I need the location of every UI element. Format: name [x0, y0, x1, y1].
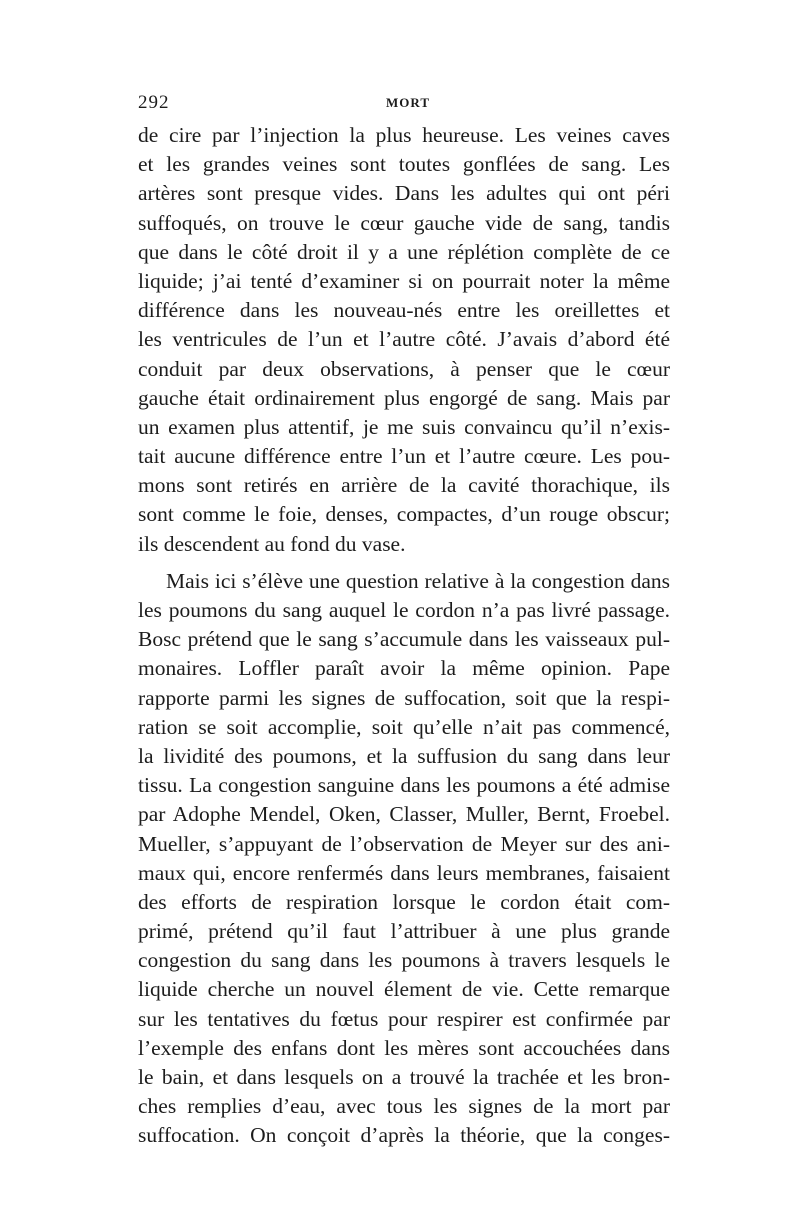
text-line: ration se soit accomplie, soit qu’elle n’ait pas commencé,: [138, 714, 670, 739]
text-line: primé, prétend qu’il faut l’attribuer à une plus grande: [138, 919, 670, 944]
text-line: maux qui, encore renfermés dans leurs membranes, faisaient: [138, 860, 670, 885]
text-line: liquide; j’ai tenté d’examiner si on pourrait noter la même: [138, 268, 670, 293]
text-line: par Adophe Mendel, Oken, Classer, Muller, Bernt, Froebel.: [138, 802, 670, 827]
page-number: 292: [138, 92, 170, 113]
text-line: ches remplies d’eau, avec tous les signes de la mort par: [138, 1094, 670, 1119]
text-line: Mais ici s’élève une question relative à la congestion dans: [166, 568, 670, 593]
text-line: conduit par deux observations, à penser que le cœur: [138, 356, 670, 381]
text-line: le bain, et dans lesquels on a trouvé la trachée et les bron-: [138, 1065, 670, 1089]
text-line: congestion du sang dans les poumons à travers lesquels le: [138, 948, 670, 973]
text-line: suffocation. On conçoit d’après la théorie, que la conges-: [138, 1123, 670, 1148]
text-line: gauche était ordinairement plus engorgé de sang. Mais par: [138, 385, 670, 410]
text-line: Bosc prétend que le sang s’accumule dans les vaisseaux pul-: [138, 627, 670, 652]
paragraph-2: [138, 567, 670, 1151]
text-line: sur les tentatives du fœtus pour respirer est confirmée par: [138, 1006, 670, 1031]
text-line: les poumons du sang auquel le cordon n’a pas livré passage.: [138, 598, 670, 622]
text-line: de cire par l’injection la plus heureuse. Les veines caves: [138, 123, 670, 147]
text-line: l’exemple des enfans dont les mères sont accouchées dans: [138, 1035, 670, 1060]
text-line: Mueller, s’appuyant de l’observation de Meyer sur des ani-: [138, 831, 670, 856]
paragraph-1: [138, 121, 670, 559]
text-line: les ventricules de l’un et l’autre côté. J’avais d’abord été: [138, 327, 670, 352]
text-line: la lividité des poumons, et la suffusion du sang dans leur: [138, 743, 670, 768]
text-line: artères sont presque vides. Dans les adultes qui ont péri: [138, 181, 670, 206]
text-line: et les grandes veines sont toutes gonflées de sang. Les: [138, 152, 670, 177]
text-line: sont comme le foie, denses, compactes, d’un rouge obscur;: [138, 502, 670, 527]
text-line: tait aucune différence entre l’un et l’autre cœure. Les pou-: [138, 444, 670, 469]
text-line: suffoqués, on trouve le cœur gauche vide de sang, tandis: [138, 210, 670, 235]
text-line: rapporte parmi les signes de suffocation, soit que la respi-: [138, 685, 670, 710]
running-head: [138, 92, 678, 118]
text-line: que dans le côté droit il y a une réplétion complète de ce: [138, 239, 670, 264]
text-line: liquide cherche un nouvel élement de vie. Cette remarque: [138, 977, 670, 1002]
text-line: des efforts de respiration lorsque le cordon était com-: [138, 889, 670, 914]
running-title: MORT: [386, 95, 430, 110]
text-line: tissu. La congestion sanguine dans les poumons a été admise: [138, 773, 670, 798]
body-text: [138, 121, 670, 1151]
text-line: un examen plus attentif, je me suis convaincu qu’il n’exis-: [138, 414, 670, 439]
text-line: différence dans les nouveau-nés entre les oreillettes et: [138, 298, 670, 323]
text-line: monaires. Loffler paraît avoir la même opinion. Pape: [138, 656, 670, 681]
text-line: mons sont retirés en arrière de la cavité thorachique, ils: [138, 473, 670, 498]
text-line: ils descendent au fond du vase.: [138, 531, 406, 556]
paragraph-gap: [138, 559, 670, 567]
